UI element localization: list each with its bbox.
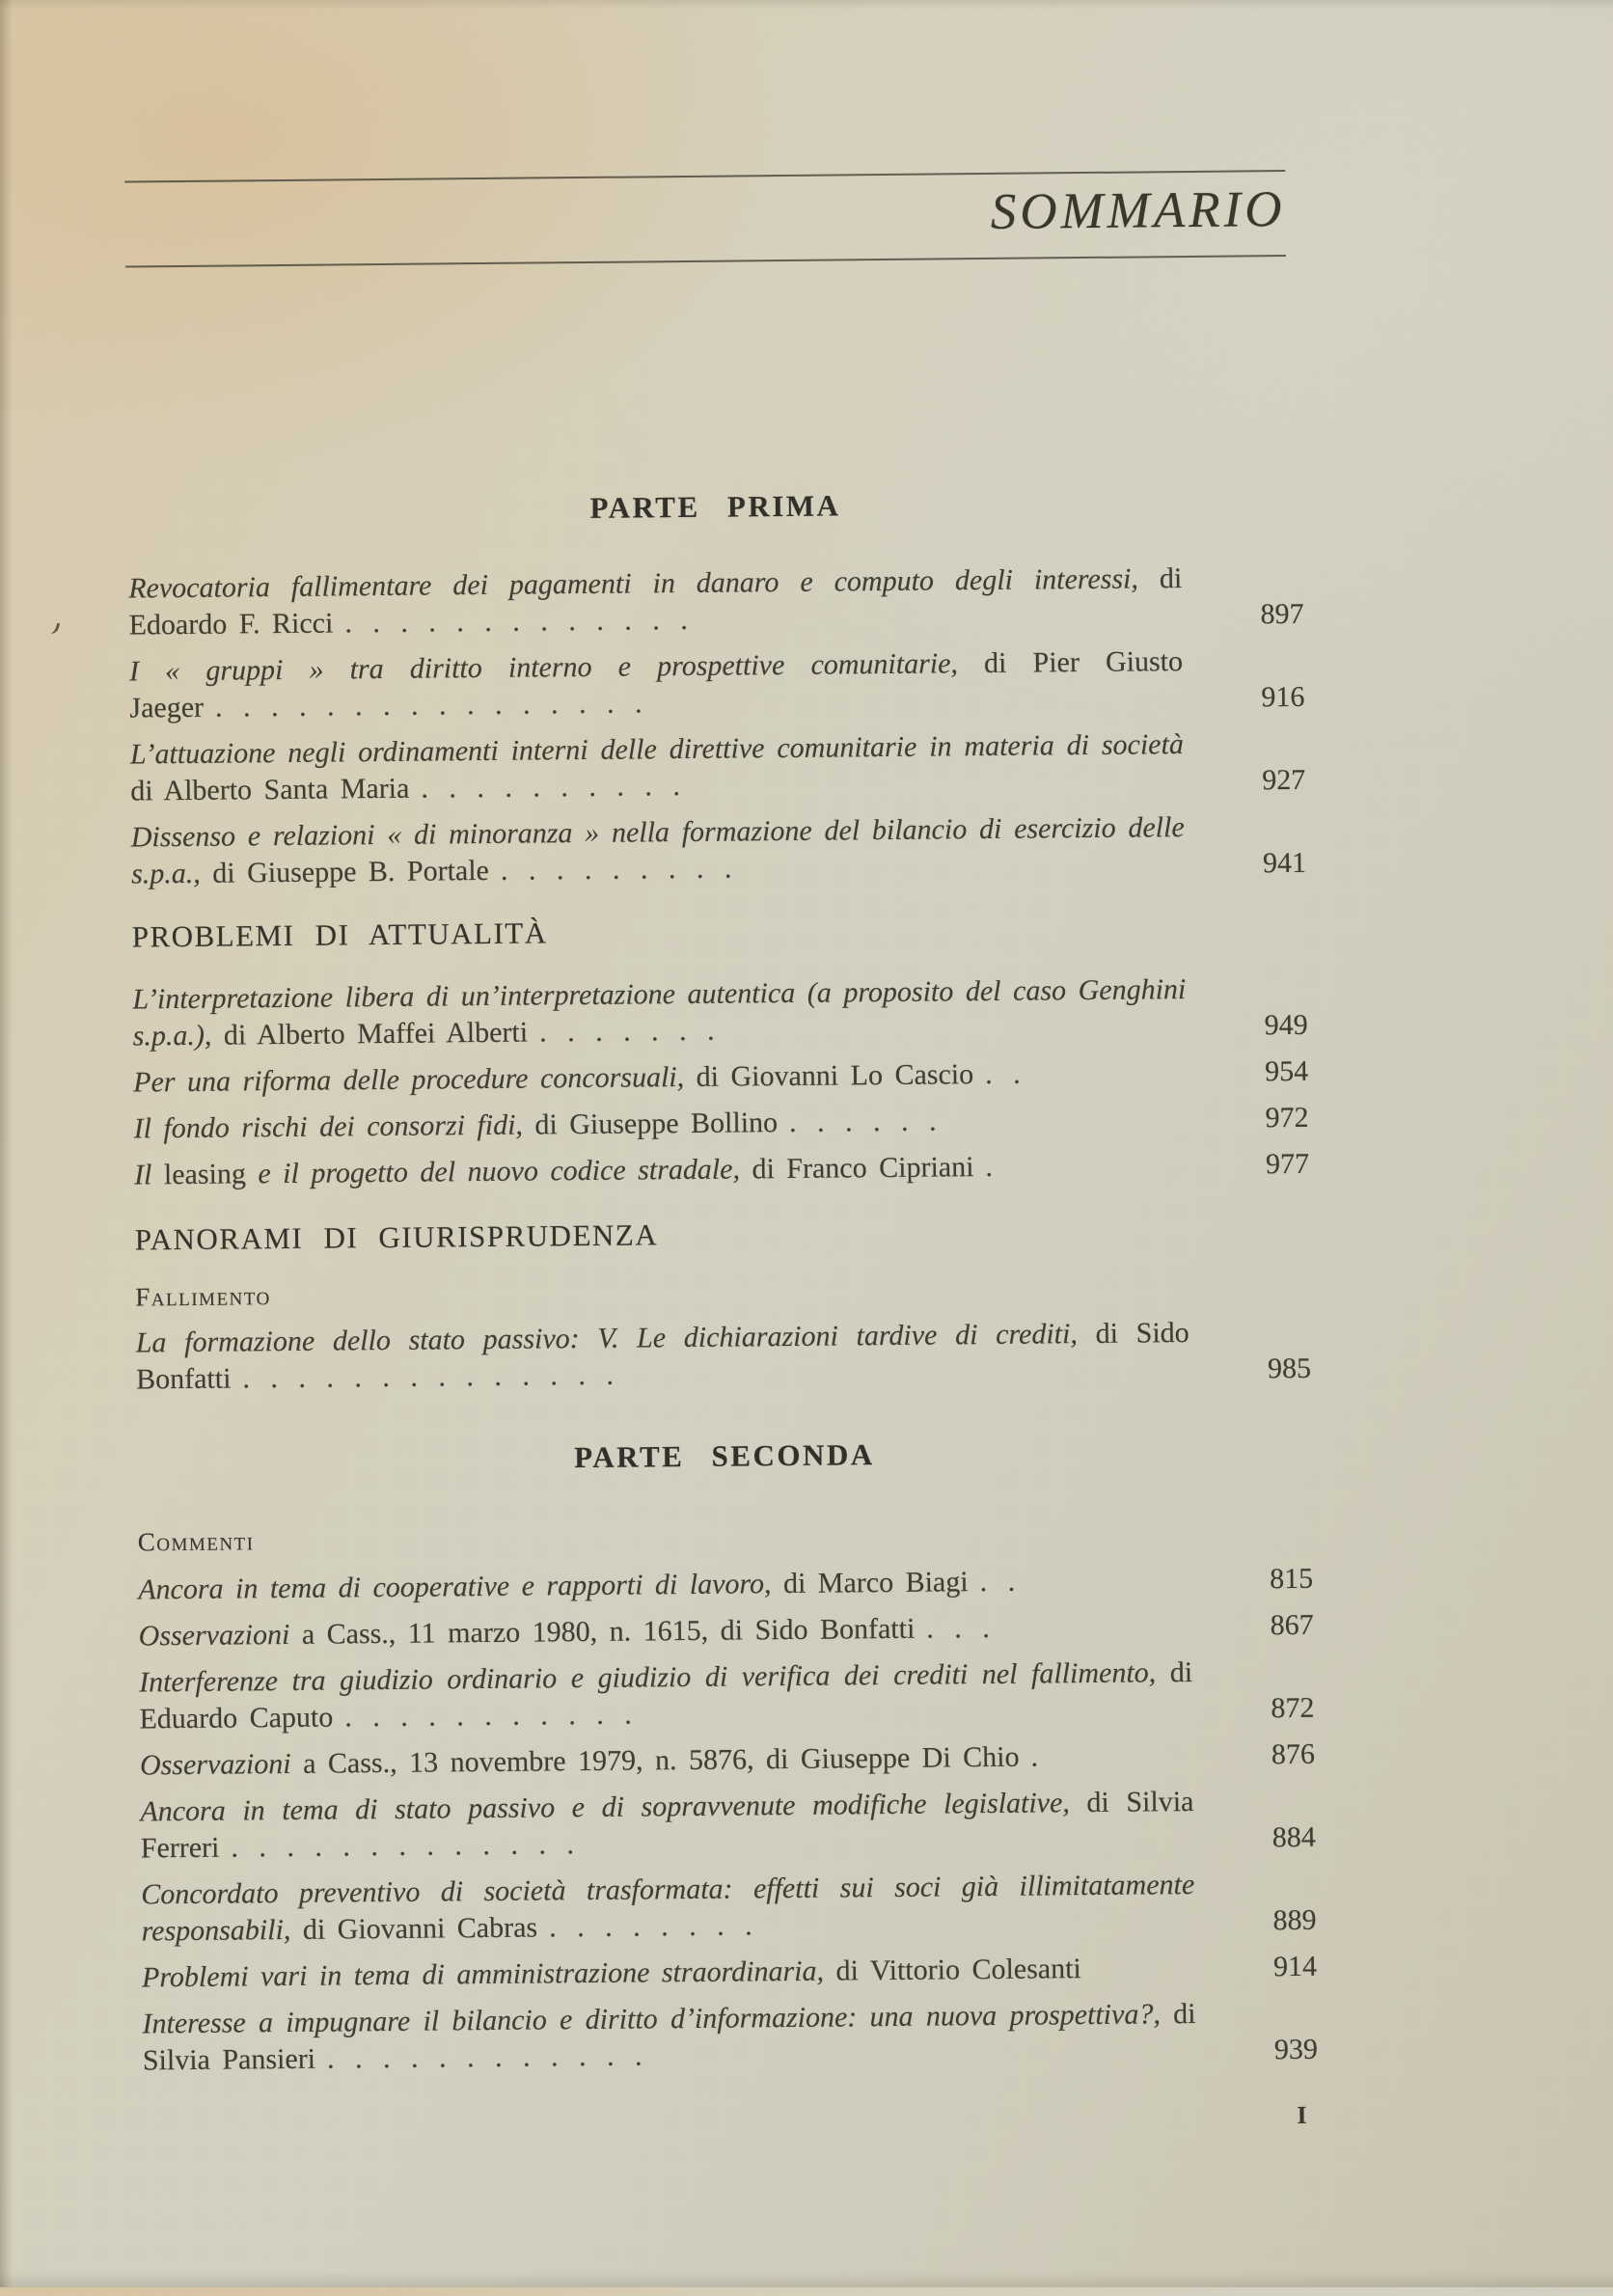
dot-leader: . [1030, 1740, 1046, 1773]
entry-text [130, 726, 1210, 810]
entry-page-number: 876 [1271, 1737, 1316, 1771]
dot-leader: . . . . . . . . . . . . . . . . [214, 687, 649, 724]
toc-entry [142, 1949, 1317, 1997]
dot-leader: . . . . . . . . [548, 1909, 759, 1944]
entry-page-number: 939 [1273, 2033, 1319, 2066]
entry-page-number: 949 [1264, 1008, 1308, 1042]
entry-text [129, 643, 1209, 727]
entry-author-segment: di Sido Bonfatti [135, 1317, 1189, 1396]
entry-author-segment: di Giuseppe B. Portale [200, 854, 490, 889]
entry-title-segment: e il progetto del nuovo codice stradale, [245, 1153, 741, 1190]
heading-part-heading: PARTE SECONDA [573, 1437, 875, 1475]
entry-text [128, 560, 1208, 644]
entry-author-segment: di Eduardo Caputo [139, 1655, 1193, 1736]
entry-page-number: 916 [1261, 680, 1305, 714]
entry-text [136, 1315, 1216, 1399]
entry-title-segment: Per una riforma delle procedure concorsuali, [133, 1061, 685, 1099]
dot-leader: . . . . . . [788, 1105, 943, 1138]
entry-author-segment: di Silvia Pansieri [142, 1997, 1196, 2077]
dot-leader: . . [984, 1057, 1027, 1091]
entry-title-segment: L’interpretazione libera di un’interpretazione autentica (a proposito del caso Genghini s.p.a.), [132, 973, 1187, 1052]
entry-page-number: 914 [1272, 1950, 1318, 1983]
entry-text [140, 1737, 1218, 1785]
toc-entry [130, 725, 1306, 810]
header-rule-top [124, 170, 1285, 183]
toc-entry [138, 1561, 1313, 1609]
entry-title-segment: Interferenze tra giudizio ordinario e giudizio di verifica dei crediti nel fallimento, [138, 1656, 1157, 1699]
dot-leader: . [985, 1150, 1000, 1184]
entry-author-segment: di Giuseppe Bollino [522, 1107, 779, 1141]
entry-author-segment: di Marco Biagi [771, 1566, 969, 1600]
entry-group [136, 1314, 1312, 1399]
dot-leader: . . . . . . . . . . . . [326, 2039, 649, 2075]
entry-text [133, 1101, 1212, 1148]
entry-page-number: 815 [1270, 1562, 1314, 1596]
dot-leader: . . . . . . . . . . [421, 769, 688, 805]
entry-title-segment: I « gruppi » tra diritto interno e prospettive comunitarie, [128, 647, 959, 688]
toc-entry [129, 642, 1305, 727]
entry-page-number: 954 [1264, 1054, 1309, 1088]
toc-entry [140, 1736, 1315, 1785]
heading-section-heading: PANORAMI DI GIURISPRUDENZA [134, 1217, 659, 1257]
entry-group [128, 560, 1306, 893]
entry-title-segment: Ancora in tema di stato passivo e di sopravvenute modifiche legislative, [140, 1787, 1070, 1828]
dot-leader: . . . . . . . . . . . . . [231, 1828, 582, 1864]
entry-author-segment: di Edoardo F. Ricci [128, 562, 1183, 642]
entry-title-segment: La formazione dello stato passivo: V. Le dichiarazioni tardive di crediti, [135, 1318, 1079, 1359]
dot-leader: . . . [926, 1611, 997, 1645]
entry-text [131, 809, 1211, 893]
toc-entry [131, 808, 1307, 893]
toc-entry [132, 970, 1308, 1055]
entry-page-number: 977 [1265, 1147, 1310, 1181]
dot-leader: . . [979, 1565, 1023, 1599]
entry-title-segment: Osservazioni [138, 1618, 290, 1653]
entry-author-segment: leasing [163, 1158, 247, 1191]
entry-title-segment: Il fondo rischi dei consorzi fidi, [133, 1108, 524, 1145]
toc-entry [136, 1314, 1312, 1399]
toc-entry [133, 1053, 1308, 1102]
entry-page-number: 927 [1262, 763, 1306, 797]
entry-author-segment: di Alberto Santa Maria [130, 772, 410, 807]
toc-entry [139, 1607, 1314, 1655]
entry-title-segment: Il [133, 1159, 165, 1191]
heading-part-heading: PARTE PRIMA [589, 488, 841, 525]
entry-text [133, 1054, 1212, 1102]
toc-entry [134, 1146, 1309, 1194]
entry-author-segment: di Giovanni Lo Cascio [684, 1058, 974, 1094]
entry-page-number: 889 [1272, 1903, 1317, 1937]
entry-text [134, 1147, 1213, 1194]
heading-subheading: Commenti [137, 1526, 255, 1557]
toc-entry [141, 1866, 1317, 1951]
entry-title-segment: Osservazioni [139, 1747, 291, 1782]
dot-leader: . . . . . . . . . . . [344, 1698, 639, 1734]
toc-entry [128, 560, 1304, 644]
ink-speck [45, 620, 60, 636]
entry-page-number: 941 [1262, 846, 1307, 880]
entry-text [138, 1562, 1217, 1609]
entry-text [140, 1784, 1219, 1868]
entry-text [139, 1654, 1218, 1738]
entry-text [132, 971, 1212, 1055]
entry-group [138, 1561, 1318, 2080]
entry-page-number: 972 [1265, 1101, 1309, 1134]
entry-text [139, 1608, 1217, 1655]
entry-author-segment: di Silvia Ferreri [140, 1785, 1194, 1865]
entry-text [141, 1867, 1220, 1951]
heading-section-heading: PROBLEMI DI ATTUALITÀ [131, 916, 548, 954]
entry-author-segment: a Cass., 13 novembre 1979, n. 5876, di Giuseppe Di Chio [290, 1740, 1020, 1780]
entry-page-number: 897 [1260, 597, 1304, 631]
heading-subheading: Fallimento [135, 1281, 271, 1312]
toc-entry [139, 1654, 1315, 1738]
entry-title-segment: Ancora in tema di cooperative e rapporti di lavoro, [138, 1568, 772, 1606]
folio-number: I [1297, 2100, 1307, 2129]
toc-entry [142, 1995, 1318, 2080]
toc-entry [133, 1100, 1308, 1148]
dot-leader: . . . . . . . [538, 1014, 722, 1049]
entry-title-segment: Problemi vari in tema di amministrazione straordinaria, [141, 1954, 825, 1994]
entry-author-segment: di Franco Cipriani [739, 1151, 974, 1186]
entry-title-segment: Interesse a impugnare il bilancio e diritto d’informazione: una nuova prospettiva?, [142, 1998, 1162, 2040]
dot-leader: . . . . . . . . . [500, 852, 739, 887]
entry-title-segment: L’attuazione negli ordinamenti interni delle direttive comunitarie in materia di società [129, 728, 1185, 771]
entry-author-segment: di Alberto Maffei Alberti [211, 1016, 529, 1052]
toc [125, 257, 1319, 2146]
entry-title-segment: Concordato preventivo di società trasformata: effetti sui soci già illimitatamente responsabili, [141, 1868, 1195, 1948]
entry-author-segment: di Pier Giusto Jaeger [129, 645, 1184, 724]
entry-title-segment: Dissenso e relazioni « di minoranza » nella formazione del bilancio di esercizio delle s.p.a., [130, 811, 1185, 890]
entry-page-number: 985 [1267, 1352, 1312, 1385]
entry-text [142, 1950, 1220, 1997]
entry-page-number: 872 [1271, 1691, 1315, 1725]
entry-author-segment: di Giovanni Cabras [290, 1911, 538, 1946]
entry-author-segment: di Vittorio Colesanti [823, 1953, 1081, 1987]
dot-leader: . . . . . . . . . . . . . . [242, 1358, 621, 1395]
entry-text [142, 1996, 1221, 2080]
page-title: SOMMARIO [990, 181, 1286, 240]
entry-author-segment: a Cass., 11 marzo 1980, n. 1615, di Sido Bonfatti [289, 1612, 916, 1651]
dot-leader: . . . . . . . . . . . . . [344, 603, 695, 640]
toc-entry [140, 1783, 1316, 1868]
entry-page-number: 884 [1271, 1820, 1316, 1854]
entry-title-segment: Revocatoria fallimentare dei pagamenti in danaro e computo degli interessi, [128, 562, 1139, 605]
entry-group [132, 970, 1309, 1194]
entry-page-number: 867 [1270, 1608, 1314, 1642]
